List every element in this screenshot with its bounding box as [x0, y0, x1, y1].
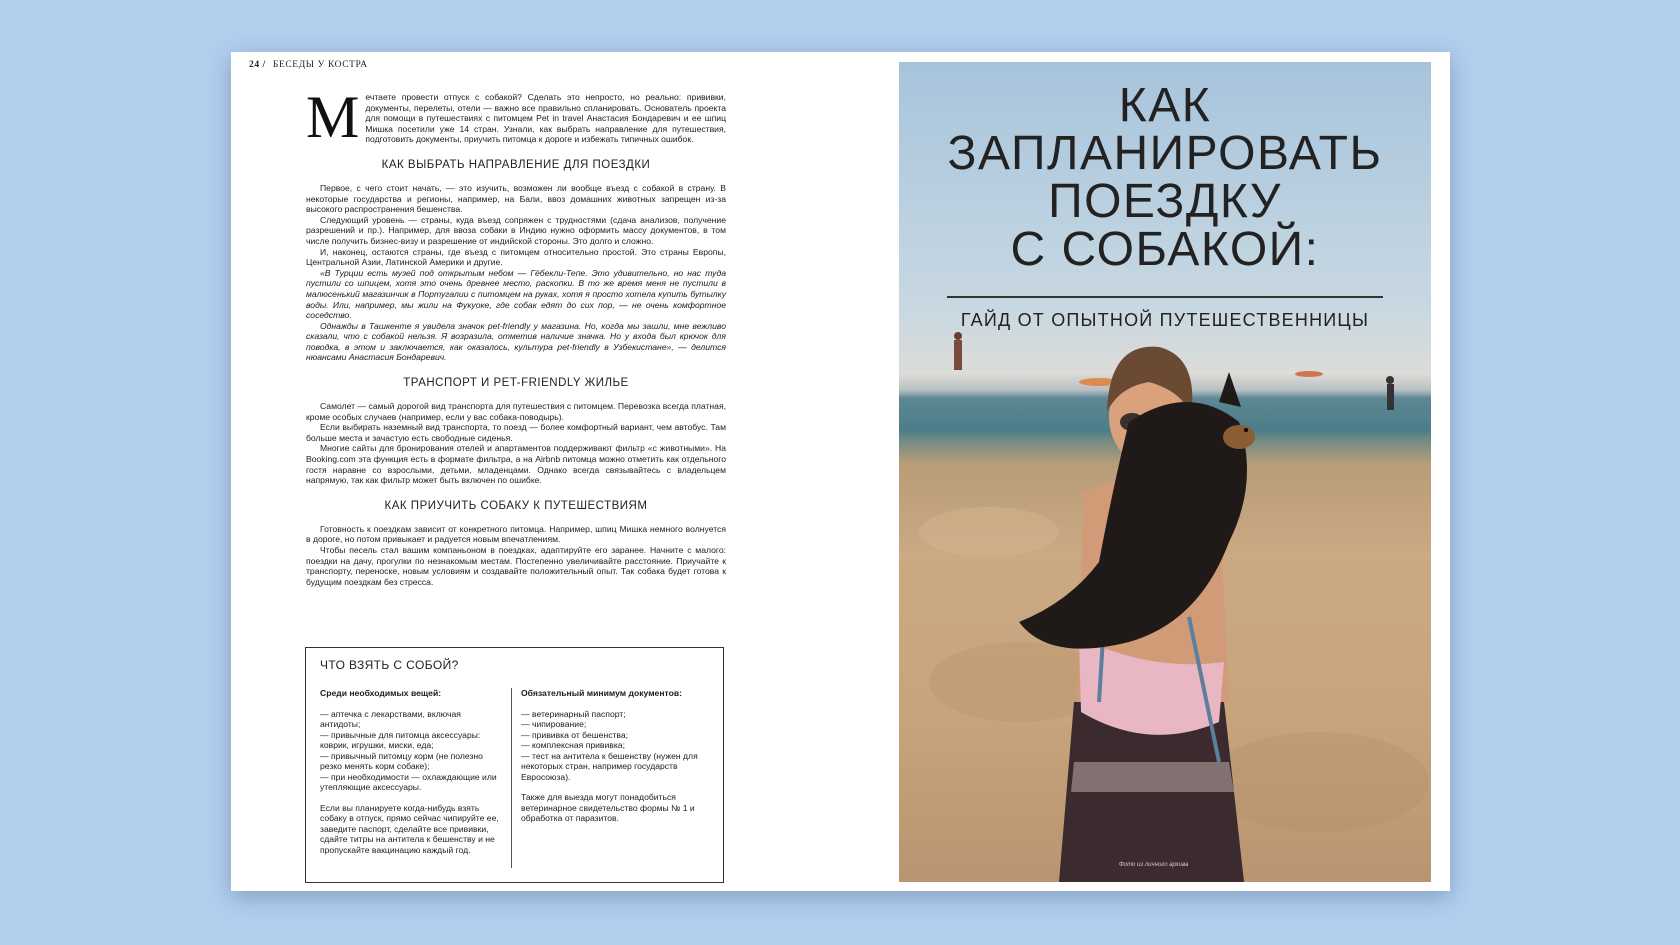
checklist-item: — аптечка с лекарствами, включая антидоты; [320, 708, 461, 729]
article-lead [306, 84, 726, 150]
paragraph: Если выбирать наземный вид транспорта, то поезд — более комфортный вариант, чем автобус. Там больше места и зачастую есть свободные сиденья. [306, 422, 726, 443]
checklist-items-column [320, 688, 500, 855]
checklist-item: — при необходимости — охлаждающие или утепляющие аксессуары. [320, 771, 497, 792]
checklist-doc: — тест на антитела к бешенству (нужен для некоторых стран, например государств Евросоюза). [521, 750, 698, 782]
checklist-items-heading: Среди необходимых вещей: [320, 688, 442, 698]
checklist-item: — привычные для питомца аксессуары: коврик, игрушки, миски, еда; [320, 729, 481, 750]
checklist-item: — привычный питомцу корм (не полезно резко менять корм собаке); [320, 750, 483, 771]
paragraph: Самолет — самый дорогой вид транспорта для путешествия с питомцем. Перевозка всегда платная, кроме особых случаев (например, если у вас собака-поводырь). [306, 401, 726, 422]
quote-paragraph: «В Турции есть музей под открытым небом — Гёбекли-Тепе. Это удивительно, но нас туда пустили со шпицем, хотя это очень древнее место, раскопки. В то же время меня не пустили в малюсенький магазинчик в Португалии с питомцем на руках, хотя я просто хотела купить бутылку воды. Или, например, мы жили на Фукуоке, где собак едят до сих пор, — не очень комфортное соседство. [306, 267, 726, 321]
cover-photo [899, 62, 1431, 882]
checklist-docs-column [521, 688, 706, 824]
paragraph: Чтобы песель стал вашим компаньоном в поездках, адаптируйте его заранее. Начните с малого: поездки на дачу, прогулки по незнакомым местам. Постепенно увеличивайте расстояние. Приучайте к транспорту, переноске, новым условиям и создавайте положительный опыт. Так собака будет готова к будущим поездкам без стресса. [306, 545, 726, 587]
magazine-spread [231, 52, 1450, 891]
paragraph: И, наконец, остаются страны, где въезд с питомцем относительно простой. Это страны Европы, Центральной Азии, Латинской Америки и другие. [306, 246, 726, 268]
page-number: 24 / [249, 60, 266, 70]
section-heading-training: КАК ПРИУЧИТЬ СОБАКУ К ПУТЕШЕСТВИЯМ [384, 499, 648, 512]
checklist-doc: — прививка от бешенства; [521, 729, 629, 740]
article-text [306, 84, 726, 587]
paragraph: Готовность к поездкам зависит от конкретного питомца. Например, шпиц Мишка немного волнуется в дороге, но потом привыкает и радуется новым впечатлениям. [306, 523, 726, 545]
paragraph: Следующий уровень — страны, куда въезд сопряжен с трудностями (сдача анализов, получение разрешений и пр.). Например, для ввоза собаки в Индию нужно оформить массу документов, в том числе получить бизнес-визу и разрешение от индийской стороны. Это долго и сложно. [306, 214, 726, 246]
checklist-divider [511, 688, 512, 868]
cover-title: КАК ЗАПЛАНИРОВАТЬ ПОЕЗДКУ С СОБАКОЙ: [947, 79, 1383, 276]
photo-credit: Фото из личного архива [1119, 862, 1189, 868]
checklist-doc: — комплексная прививка; [521, 740, 625, 750]
section-heading-direction: КАК ВЫБРАТЬ НАПРАВЛЕНИЕ ДЛЯ ПОЕЗДКИ [381, 158, 651, 171]
paragraph: Первое, с чего стоит начать, — это изучить, возможен ли вообще въезд с собакой в страну. В некоторые государства и регионы, например, на Бали, ввоз домашних животных запрещен из-за высокого распространения бешенства. [306, 182, 726, 215]
checklist-doc: — чипирование; [521, 719, 587, 729]
lead-text: ечтаете провести отпуск с собакой? Сделать это непросто, но реально: прививки, документы, перелеты, отели — важно все правильно спланировать. Основатель проекта для помощи в путешествиях с питомцем Pet in travel Анастасия Бондаревич и ее шпиц Мишка посетили уже 14 стран. Узнали, как выбрать направление для путешествия, подготовить документы, приучить питомца к дороге и избежать типичных ошибок. [365, 92, 726, 145]
drop-cap: М [306, 84, 360, 150]
paragraph: Многие сайты для бронирования отелей и апартаментов поддерживают фильтр «с животными». На Booking.com эта функция есть в формате фильтра, а на Airbnb питомца можно отметить как отдельного гостя наравне со взрослыми, детьми, младенцами. Однако всегда связывайтесь с владельцем напрямую, так как фильтр может быть включен по ошибке. [306, 443, 726, 486]
page-folio [249, 60, 368, 70]
title-rule [947, 296, 1383, 298]
section-heading-transport: ТРАНСПОРТ И PET-FRIENDLY ЖИЛЬЕ [403, 377, 629, 390]
quote-paragraph: Однажды в Ташкенте я увидела значок pet-friendly у магазина. Но, когда мы зашли, мне вежливо сказали, что с собакой нельзя. Я возразила, отметив наличие значка. Но у входа был крючок для поводка, в этом и заключается, как оказалось, культура pet-friendly в Узбекистане», — делится нюансами Анастасия Бондаревич. [306, 320, 726, 363]
checklist-doc: — ветеринарный паспорт; [521, 708, 626, 719]
checklist-docs-heading: Обязательный минимум документов: [521, 688, 683, 698]
cover-subtitle: ГАЙД ОТ ОПЫТНОЙ ПУТЕШЕСТВЕННИЦЫ [960, 309, 1370, 330]
checklist-title: ЧТО ВЗЯТЬ С СОБОЙ? [320, 658, 459, 672]
checklist-docs-note: Также для выезда могут понадобиться ветеринарное свидетельство формы № 1 и обработка от паразитов. [521, 792, 695, 823]
cover-title-block [899, 62, 1431, 331]
checklist-box [305, 647, 724, 883]
section-name: БЕСЕДЫ У КОСТРА [272, 60, 368, 70]
checklist-note: Если вы планируете когда-нибудь взять собаку в отпуск, прямо сейчас чипируйте ее, заведите паспорт, сделайте все прививки, сдайте титры на антитела к бешенству и не пропускайте вакцинацию каждый год. [320, 802, 499, 855]
